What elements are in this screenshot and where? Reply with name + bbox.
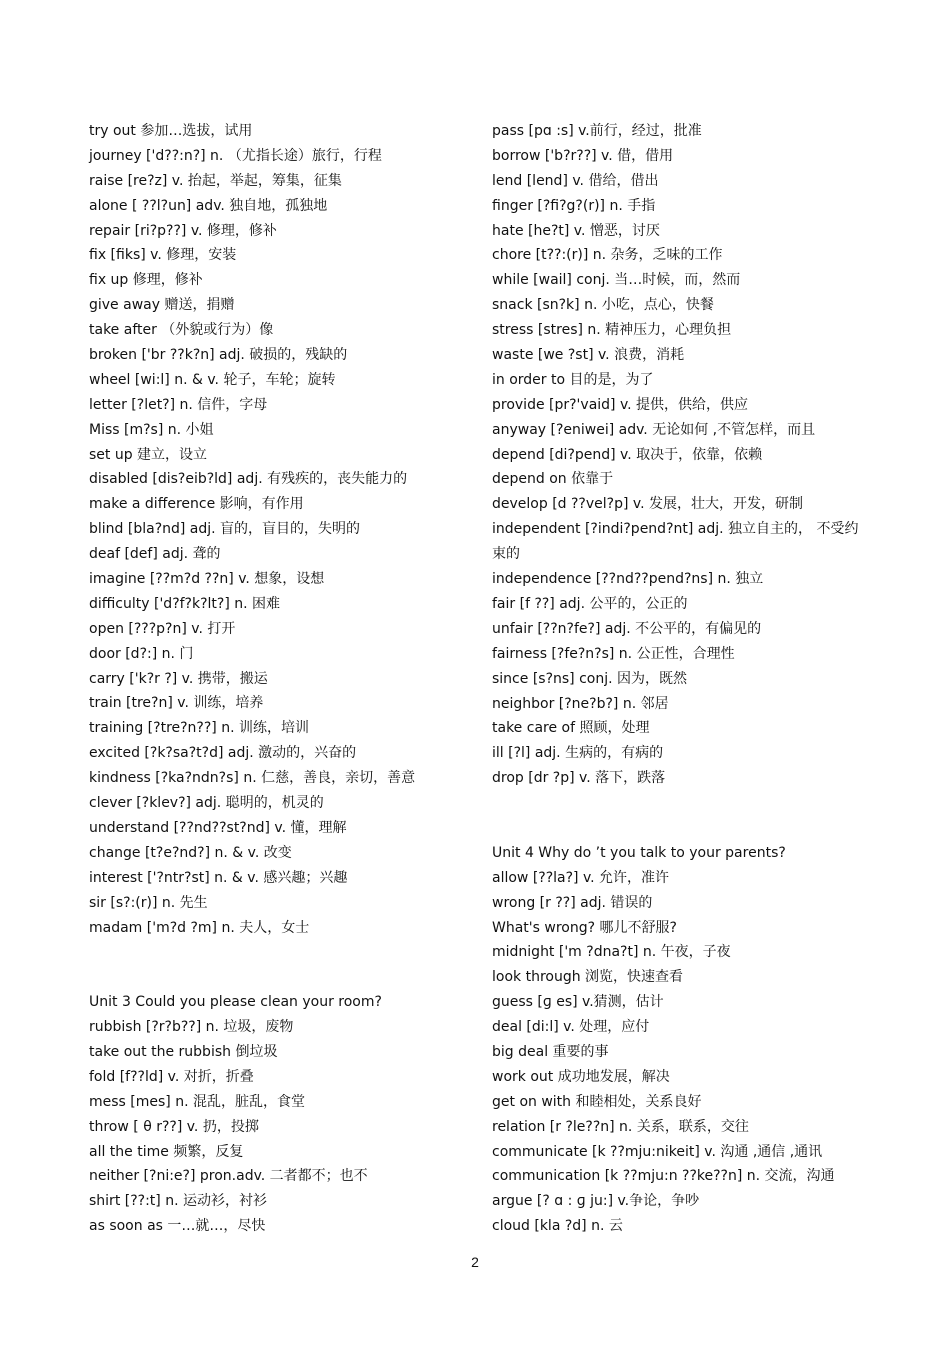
vocab-entry: big deal 重要的事 [492,1043,609,1060]
vocab-entry: open [???p?n] v. 打开 [89,620,236,637]
vocab-entry: communicate [k ??mju:nikeit] v. 沟通 ,通信 ,通讯 [492,1143,823,1160]
vocab-entry: independence [??nd??pend?ns] n. 独立 [492,571,764,588]
vocab-entry: allow [??la?] v. 允许，准许 [492,869,670,886]
page-number: 2 [471,1254,479,1270]
vocab-entry: repair [ri?p??] v. 修理，修补 [89,222,277,239]
vocab-entry: deal [di:l] v. 处理，应付 [492,1019,650,1036]
vocab-entry: take after （外貌或行为）像 [89,322,274,339]
vocab-entry: hate [he?t] v. 憎恶，讨厌 [492,222,660,239]
vocab-entry: guess [ɡ es] v.猜测，估计 [492,994,664,1011]
vocab-entry: interest ['?ntr?st] n. & v. 感兴趣；兴趣 [89,869,348,886]
vocab-entry: letter [?let?] n. 信件，字母 [89,396,268,413]
vocab-entry: raise [re?z] v. 抬起，举起，筹集，征集 [89,172,342,189]
vocab-entry: imagine [??m?d ??n] v. 想象，设想 [89,571,325,588]
vocab-entry: get on with 和睦相处，关系良好 [492,1093,702,1110]
vocab-entry: chore [t??:(r)] n. 杂务，乏味的工作 [492,247,723,264]
vocab-entry: training [?tre?n??] n. 训练，培训 [89,720,309,737]
vocab-entry: wheel [wi:l] n. & v. 轮子，车轮；旋转 [89,371,336,388]
vocab-entry: clever [?klev?] adj. 聪明的，机灵的 [89,795,324,812]
blank-line [89,940,459,965]
vocab-entry: argue [? ɑ : ɡ ju:] v.争论，争吵 [492,1193,700,1210]
vocab-entry: take care of 照顾，处理 [492,720,650,737]
vocab-entry: madam ['m?d ?m] n. 夫人，女士 [89,919,310,936]
vocab-entry: make a difference 影响，有作用 [89,496,304,513]
vocab-entry: neighbor [?ne?b?] n. 邻居 [492,695,669,712]
vocab-entry: difficulty ['d?f?k?lt?] n. 困难 [89,595,281,612]
vocab-entry: pass [pɑ :s] v.前行，经过，批准 [492,123,702,139]
vocab-entry: blind [bla?nd] adj. 盲的，盲目的，失明的 [89,521,361,538]
vocab-entry: relation [r ?le??n] n. 关系，联系，交往 [492,1118,749,1135]
vocab-entry: while [wail] conj. 当…时候，而，然而 [492,272,741,289]
vocab-entry: anyway [?eniwei] adv. 无论如何 ,不管怎样，而且 [492,421,816,438]
vocab-entry: fix up 修理，修补 [89,272,203,289]
vocab-entry: understand [??nd??st?nd] v. 懂，理解 [89,819,347,836]
unit-heading: Unit 4 Why do ’t you talk to your parents? [492,844,786,861]
vocab-entry: provide [pr?'vaid] v. 提供，供给，供应 [492,396,749,413]
vocab-entry: sir [s?:(r)] n. 先生 [89,894,208,911]
unit-heading: Unit 3 Could you please clean your room? [89,994,382,1011]
vocab-entry: kindness [?ka?ndn?s] n. 仁慈，善良，亲切，善意 [89,770,416,787]
vocab-entry: Miss [m?s] n. 小姐 [89,421,214,438]
vocab-entry: all the time 频繁，反复 [89,1143,244,1160]
vocab-entry: borrow ['b?r??] v. 借，借用 [492,147,674,164]
vocab-entry: alone [ ??l?un] adv. 独自地，孤独地 [89,197,328,214]
vocab-entry: mess [mes] n. 混乱，脏乱，食堂 [89,1093,305,1110]
vocab-entry: communication [k ??mju:n ??ke??n] n. 交流，沟通 [492,1168,835,1185]
vocab-entry: throw [ θ r??] v. 扔，投掷 [89,1118,259,1135]
left-vocab-column [89,119,459,1239]
vocab-entry: What's wrong? 哪儿不舒服? [492,919,677,936]
vocab-entry: fair [f ??] adj. 公平的，公正的 [492,595,688,612]
vocab-entry: journey ['d??:n?] n. （尤指长途）旅行，行程 [89,147,382,164]
vocab-entry: finger [?fi?g?(r)] n. 手指 [492,197,656,214]
vocab-entry: give away 赠送，捐赠 [89,297,235,314]
right-vocab-column [492,119,864,1239]
vocab-entry: wrong [r ??] adj. 错误的 [492,894,653,911]
vocab-entry: set up 建立，设立 [89,446,208,463]
vocab-entry: broken ['br ??k?n] adj. 破损的，残缺的 [89,347,348,364]
vocab-entry: door [d?:] n. 门 [89,645,194,662]
vocab-entry: waste [we ?st] v. 浪费，消耗 [492,347,685,364]
vocab-entry: excited [?k?sa?t?d] adj. 激动的，兴奋的 [89,745,357,762]
vocab-entry: drop [dr ?p] v. 落下，跌落 [492,770,666,787]
vocab-entry: fairness [?fe?n?s] n. 公正性，合理性 [492,645,735,662]
vocab-entry: snack [sn?k] n. 小吃，点心，快餐 [492,297,714,314]
vocab-entry: stress [stres] n. 精神压力，心理负担 [492,322,732,339]
vocab-entry: fix [fiks] v. 修理，安装 [89,247,237,264]
vocab-entry: develop [d ??vel?p] v. 发展，壮大，开发，研制 [492,496,803,513]
vocab-entry: neither [?ni:e?] pron.adv. 二者都不；也不 [89,1168,368,1185]
vocab-entry: unfair [??n?fe?] adj. 不公平的，有偏见的 [492,620,762,637]
vocab-entry: midnight ['m ?dna?t] n. 午夜，子夜 [492,944,731,961]
blank-line [492,791,864,816]
vocab-entry: fold [f??ld] v. 对折，折叠 [89,1068,254,1085]
vocab-entry: depend [di?pend] v. 取决于，依靠，依赖 [492,446,763,463]
vocab-entry: shirt [??:t] n. 运动衫，衬衫 [89,1193,267,1210]
blank-line [89,965,459,990]
vocab-entry: look through 浏览，快速查看 [492,969,684,986]
vocab-entry: ill [?l] adj. 生病的，有病的 [492,745,664,762]
vocab-entry: train [tre?n] v. 训练，培养 [89,695,264,712]
vocab-entry: in order to 目的是，为了 [492,371,654,388]
vocab-entry: depend on 依靠于 [492,471,614,488]
blank-line [492,816,864,841]
vocab-entry: since [s?ns] conj. 因为，既然 [492,670,688,687]
vocab-entry: cloud [kla ?d] n. 云 [492,1218,623,1235]
vocab-entry: take out the rubbish 倒垃圾 [89,1043,278,1060]
vocab-entry: work out 成功地发展，解决 [492,1068,670,1085]
vocab-entry: deaf [def] adj. 聋的 [89,546,221,563]
vocab-entry: rubbish [?r?b??] n. 垃圾，废物 [89,1019,294,1036]
vocab-entry: as soon as 一…就…，尽快 [89,1218,266,1235]
vocab-entry: lend [lend] v. 借给，借出 [492,172,659,189]
vocab-entry: carry ['k?r ?] v. 携带，搬运 [89,670,268,687]
vocab-entry: independent [?indi?pend?nt] adj. 独立自主的， 不受约束的 [492,521,859,563]
vocab-entry: try out 参加…选拔，试用 [89,123,253,139]
vocab-entry: change [t?e?nd?] n. & v. 改变 [89,844,292,861]
vocab-entry: disabled [dis?eib?ld] adj. 有残疾的，丧失能力的 [89,471,408,488]
